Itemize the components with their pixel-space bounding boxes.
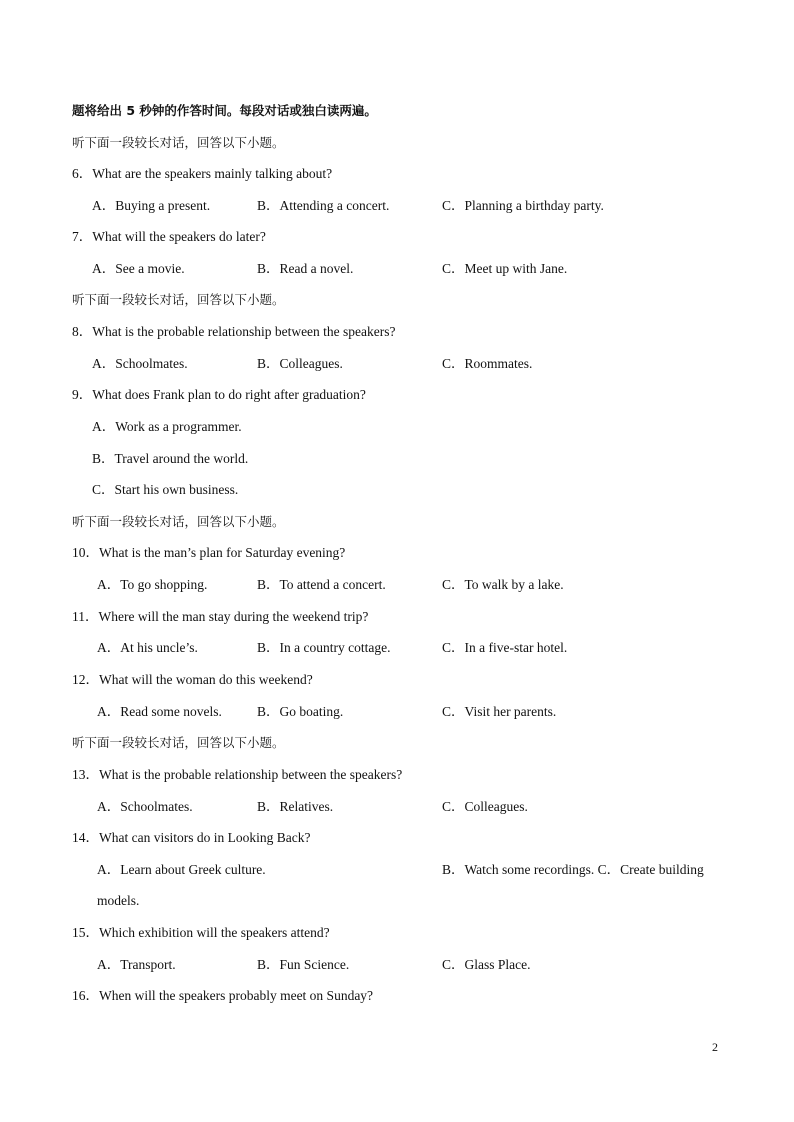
q7-option-c: C．Meet up with Jane. bbox=[442, 261, 568, 276]
q6-option-c: C．Planning a birthday party. bbox=[442, 198, 604, 213]
q7-option-a: A．See a movie. bbox=[92, 261, 185, 276]
q8-option-b: B．Colleagues. bbox=[257, 356, 343, 371]
q10-option-a: A．To go shopping. bbox=[97, 577, 208, 592]
q8-option-a: A．Schoolmates. bbox=[92, 356, 188, 371]
q12-option-c: C．Visit her parents. bbox=[442, 704, 557, 719]
question-14: 14．What can visitors do in Looking Back? bbox=[72, 830, 311, 845]
q8-option-c: C．Roommates. bbox=[442, 356, 533, 371]
section-intro: 题将给出 5 秒钟的作答时间。每段对话或独白读两遍。 bbox=[72, 103, 377, 118]
question-11: 11．Where will the man stay during the weekend trip? bbox=[72, 609, 369, 624]
q7-option-b: B．Read a novel. bbox=[257, 261, 354, 276]
question-12: 12．What will the woman do this weekend? bbox=[72, 672, 313, 687]
q9-option-c: C．Start his own business. bbox=[92, 482, 239, 497]
q6-option-b: B．Attending a concert. bbox=[257, 198, 390, 213]
question-15: 15．Which exhibition will the speakers attend? bbox=[72, 925, 330, 940]
q14-option-a: A．Learn about Greek culture. bbox=[97, 862, 266, 877]
q15-option-b: B．Fun Science. bbox=[257, 957, 350, 972]
q15-option-c: C．Glass Place. bbox=[442, 957, 531, 972]
q11-option-b: B．In a country cottage. bbox=[257, 640, 391, 655]
page-number: 2 bbox=[712, 1040, 718, 1054]
q13-option-c: C．Colleagues. bbox=[442, 799, 528, 814]
question-6: 6．What are the speakers mainly talking about? bbox=[72, 166, 333, 181]
directive-4: 听下面一段较长对话，回答以下小题。 bbox=[72, 735, 285, 750]
q13-option-a: A．Schoolmates. bbox=[97, 799, 193, 814]
q11-option-c: C．In a five-star hotel. bbox=[442, 640, 568, 655]
q12-option-a: A．Read some novels. bbox=[97, 704, 222, 719]
question-7: 7．What will the speakers do later? bbox=[72, 229, 266, 244]
directive-2: 听下面一段较长对话，回答以下小题。 bbox=[72, 292, 285, 307]
q14-option-bc: B．Watch some recordings. C．Create building bbox=[442, 862, 704, 877]
q9-option-b: B．Travel around the world. bbox=[92, 451, 249, 466]
question-8: 8．What is the probable relationship between the speakers? bbox=[72, 324, 396, 339]
q13-option-b: B．Relatives. bbox=[257, 799, 334, 814]
question-9: 9．What does Frank plan to do right after graduation? bbox=[72, 387, 366, 402]
q10-option-c: C．To walk by a lake. bbox=[442, 577, 564, 592]
directive-3: 听下面一段较长对话，回答以下小题。 bbox=[72, 514, 285, 529]
q11-option-a: A．At his uncle’s. bbox=[97, 640, 198, 655]
directive-1: 听下面一段较长对话，回答以下小题。 bbox=[72, 135, 285, 150]
q9-option-a: A．Work as a programmer. bbox=[92, 419, 242, 434]
question-10: 10．What is the man’s plan for Saturday evening? bbox=[72, 545, 346, 560]
q15-option-a: A．Transport. bbox=[97, 957, 176, 972]
question-16: 16．When will the speakers probably meet on Sunday? bbox=[72, 988, 374, 1003]
q6-option-a: A．Buying a present. bbox=[92, 198, 211, 213]
q10-option-b: B．To attend a concert. bbox=[257, 577, 386, 592]
question-13: 13．What is the probable relationship between the speakers? bbox=[72, 767, 403, 782]
q14-option-continued: models. bbox=[97, 893, 140, 908]
q12-option-b: B．Go boating. bbox=[257, 704, 344, 719]
